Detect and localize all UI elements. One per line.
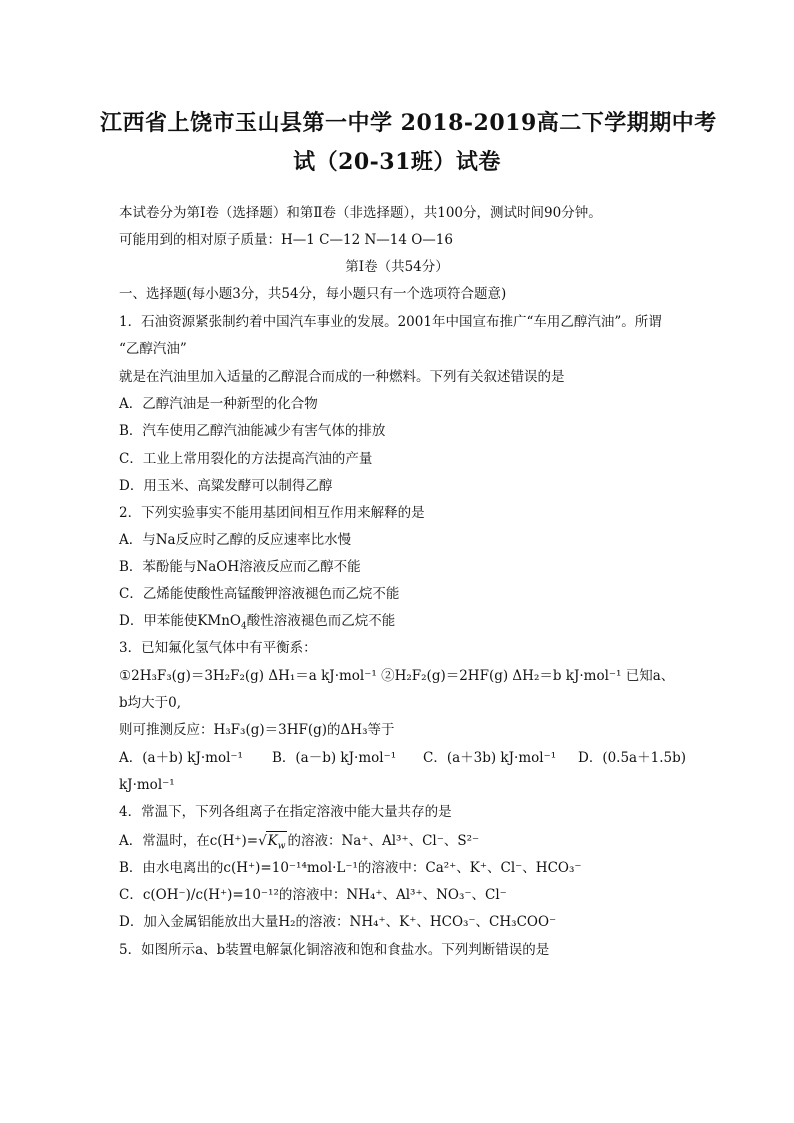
q4-option-a xyxy=(119,831,479,856)
q1-option-b: B．汽车使用乙醇汽油能减少有害气体的排放 xyxy=(119,423,386,439)
q2-option-a: A．与Na反应时乙醇的反应速率比水慢 xyxy=(119,532,352,548)
q4-stem: 4．常温下，下列各组离子在指定溶液中能大量共存的是 xyxy=(119,804,452,820)
q2-option-c: C．乙烯能使酸性高锰酸钾溶液褪色而乙烷不能 xyxy=(119,586,400,602)
q2-stem: 2．下列实验事实不能用基团间相互作用来解释的是 xyxy=(119,505,425,521)
sqrt-icon: √ xyxy=(258,833,267,849)
q4-option-a-rad: K xyxy=(267,833,278,849)
q4-option-d: D．加入金属铝能放出大量H₂的溶液：NH₄⁺、K⁺、HCO₃⁻、CH₃COO⁻ xyxy=(119,914,557,930)
q1-option-c: C．工业上常用裂化的方法提高汽油的产量 xyxy=(119,451,373,467)
atomic-mass-line: 可能用到的相对原子质量：H—1 C—12 N—14 O—16 xyxy=(119,232,453,248)
q2-option-d-post: 酸性溶液褪色而乙烷不能 xyxy=(246,613,396,629)
q1-stem-c: 就是在汽油里加入适量的乙醇混合而成的一种燃料。下列有关叙述错误的是 xyxy=(119,369,565,385)
q3-equation-line: ①2H₃F₃(g)＝3H₂F₂(g) ΔH₁＝a kJ·mol⁻¹ ②H₂F₂(g)＝2HF(g) ΔH₂＝b kJ·mol⁻¹ 已知a、 xyxy=(119,668,675,684)
q2-option-d-sub: 4 xyxy=(241,621,247,632)
q4-option-a-post: 的溶液：Na⁺、Al³⁺、Cl⁻、S²⁻ xyxy=(287,833,480,849)
intro-line-1: 本试卷分为第Ⅰ卷（选择题）和第Ⅱ卷（非选择题），共100分，测试时间90分钟。 xyxy=(119,205,602,221)
q4-option-b: B．由水电离出的c(H⁺)=10⁻¹⁴mol·L⁻¹的溶液中：Ca²⁺、K⁺、Cl⁻、HCO₃⁻ xyxy=(119,860,582,876)
q2-option-d-pre: D．甲苯能使KMnO xyxy=(119,613,241,629)
q1-stem-a: 1．石油资源紧张制约着中国汽车事业的发展。2001年中国宣布推广“车用乙醇汽油”。所谓 xyxy=(119,314,662,330)
part-title: 一、选择题(每小题3分，共54分，每小题只有一个选项符合题意) xyxy=(119,286,507,302)
q3-equation-line-2: b均大于0, xyxy=(119,695,182,711)
q1-stem-b: “乙醇汽油” xyxy=(119,341,187,357)
q2-option-d xyxy=(119,612,395,636)
q3-option-a: A．(a＋b) kJ·mol⁻¹ xyxy=(119,750,243,766)
q3-option-d-unit: kJ·mol⁻¹ xyxy=(119,777,175,793)
q1-option-d: D．用玉米、高粱发酵可以制得乙醇 xyxy=(119,478,333,494)
exam-title-line-1: 江西省上饶市玉山县第一中学 2018-2019高二下学期期中考 xyxy=(100,110,717,136)
q3-infer: 则可推测反应：H₃F₃(g)＝3HF(g)的ΔH₃等于 xyxy=(119,722,395,738)
q1-option-a: A．乙醇汽油是一种新型的化合物 xyxy=(119,396,318,412)
q5-stem: 5．如图所示a、b装置电解氯化铜溶液和饱和食盐水。下列判断错误的是 xyxy=(119,942,550,958)
q4-option-c: C．c(OH⁻)/c(H⁺)=10⁻¹²的溶液中：NH₄⁺、Al³⁺、NO₃⁻、Cl⁻ xyxy=(119,887,507,903)
q2-option-b: B．苯酚能与NaOH溶液反应而乙醇不能 xyxy=(119,559,361,575)
q4-option-a-pre: A．常温时，在c(H⁺)= xyxy=(119,833,259,849)
q3-option-b: B．(a－b) kJ·mol⁻¹ xyxy=(272,750,397,766)
q4-option-a-rad-sub: w xyxy=(277,841,286,852)
exam-title-line-2: 试（20-31班）试卷 xyxy=(293,149,501,175)
q3-option-c: C．(a＋3b) kJ·mol⁻¹ xyxy=(423,750,557,766)
q3-stem: 3．已知氟化氢气体中有平衡系： xyxy=(119,640,317,656)
q4-option-a-radicand xyxy=(266,831,288,856)
section-title: 第Ⅰ卷（共54分） xyxy=(345,259,449,275)
q3-option-d: D．(0.5a＋1.5b) xyxy=(578,750,686,766)
